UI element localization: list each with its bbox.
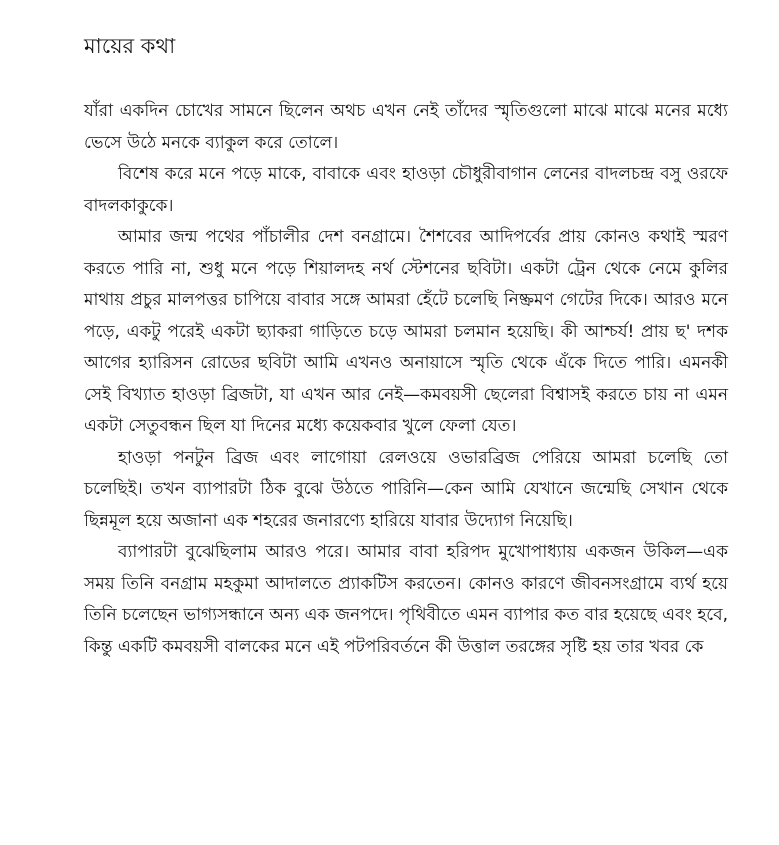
chapter-title: মায়ের কথা	[84, 34, 176, 58]
paragraph-5: ব্যাপারটা বুঝেছিলাম আরও পরে। আমার বাবা হরিপদ মুখোপাধ্যায় একজন উকিল—এক সময় তিনি বনগ্রাম মহকুমা আদালতে প্র্যাকটিস করতেন। কোনও কারণে জীবনসংগ্রামে ব্যর্থ হয়ে তিনি চলেছেন ভাগ্যসন্ধানে অন্য এক জনপদে। পৃথিবীতে এমন ব্যাপার কত বার হয়েছে এবং হবে, কিন্তু একটি কমবয়সী বালকের মনে এই পটপরিবর্তনে কী উত্তাল তরঙ্গের সৃষ্টি হয় তার খবর কে	[84, 542, 728, 657]
paragraph-2: বিশেষ করে মনে পড়ে মাকে, বাবাকে এবং হাওড়া চৌধুরীবাগান লেনের বাদলচন্দ্র বসু ওরফে বাদলকাকুকে।	[84, 164, 728, 216]
paragraph-1: যাঁরা একদিন চোখের সামনে ছিলেন অথচ এখন নেই তাঁদের স্মৃতিগুলো মাঝে মাঝে মনের মধ্যে ভেসে উঠে মনকে ব্যাকুল করে তোলে।	[84, 101, 728, 153]
chapter-body	[84, 96, 728, 663]
paragraph-3: আমার জন্ম পথের পাঁচালীর দেশ বনগ্রামে। শৈশবের আদিপর্বের প্রায় কোনও কথাই স্মরণ করতে পারি না, শুধু মনে পড়ে শিয়ালদহ নর্থ স্টেশনের ছবিটা। একটা ট্রেন থেকে নেমে কুলির মাথায় প্রচুর মালপত্তর চাপিয়ে বাবার সঙ্গে আমরা হেঁটে চলেছি নিষ্ক্রমণ গেটের দিকে। আরও মনে পড়ে, একটু পরেই একটা ছ্যাকরা গাড়িতে চড়ে আমরা চলমান হয়েছি। কী আশ্চর্য! প্রায় ছ' দশক আগের হ্যারিসন রোডের ছবিটা আমি এখনও অনায়াসে স্মৃতি থেকে এঁকে দিতে পারি। এমনকী সেই বিখ্যাত হাওড়া ব্রিজটা, যা এখন আর নেই—কমবয়সী ছেলেরা বিশ্বাসই করতে চায় না এমন একটা সেতুবন্ধন ছিল যা দিনের মধ্যে কয়েকবার খুলে ফেলা যেত।	[84, 227, 728, 436]
paragraph-4: হাওড়া পনটুন ব্রিজ এবং লাগোয়া রেলওয়ে ওভারব্রিজ পেরিয়ে আমরা চলেছি তো চলেছিই। তখন ব্যাপারটা ঠিক বুঝে উঠতে পারিনি—কেন আমি যেখানে জন্মেছি সেখান থেকে ছিন্নমূল হয়ে অজানা এক শহরের জনারণ্যে হারিয়ে যাবার উদ্যোগ নিয়েছি।	[84, 447, 728, 531]
